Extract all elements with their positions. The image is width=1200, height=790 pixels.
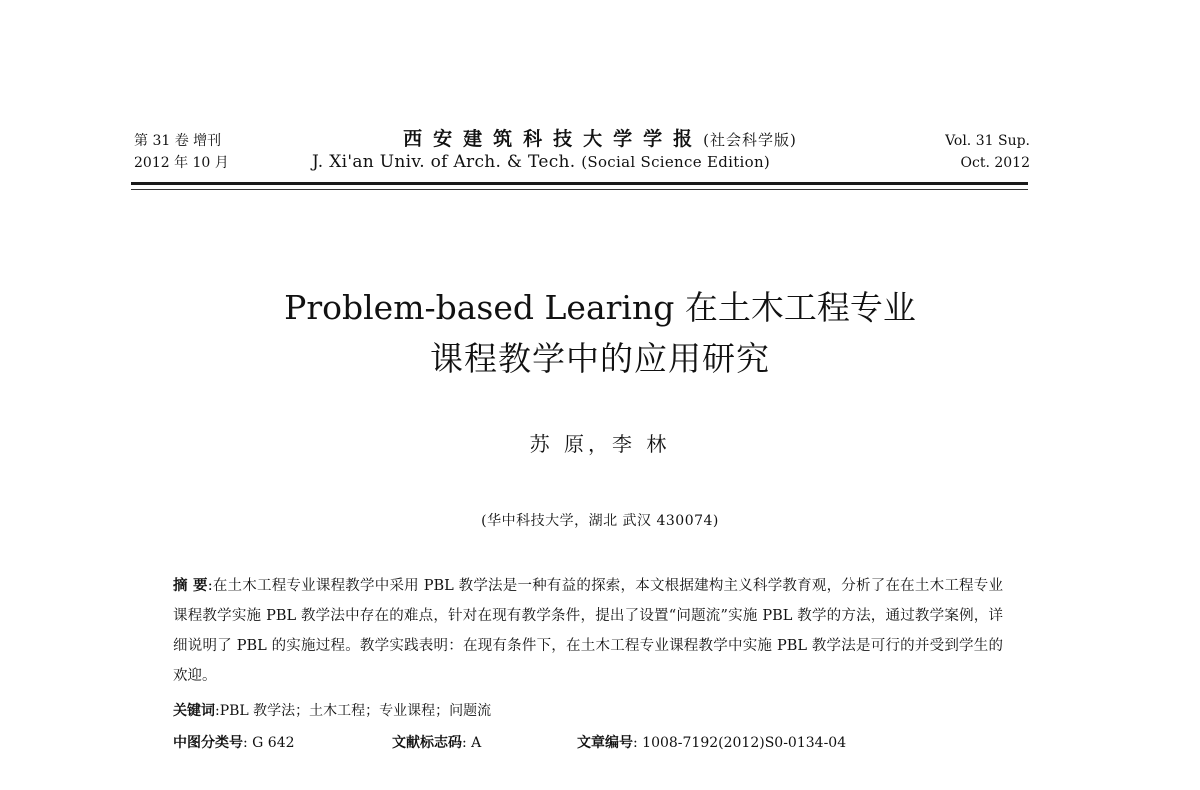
date-en: Oct. 2012 bbox=[960, 155, 1030, 171]
document-code bbox=[392, 732, 481, 752]
header-rule-thin bbox=[131, 189, 1028, 190]
article-title bbox=[0, 282, 1200, 384]
journal-title-en bbox=[312, 152, 770, 172]
clc-number bbox=[173, 732, 295, 752]
article-number-label: 文章编号 bbox=[577, 735, 633, 751]
article-title-line1: Problem-based Learing 在土木工程专业 bbox=[284, 288, 916, 327]
document-code-label: 文献标志码 bbox=[392, 735, 462, 751]
journal-name-cn: 西安建筑科技大学学报 bbox=[403, 128, 704, 150]
volume-en: Vol. 31 Sup. bbox=[945, 133, 1030, 149]
article-affiliation: (华中科技大学，湖北 武汉 430074) bbox=[481, 513, 719, 529]
clc-label: 中图分类号 bbox=[173, 735, 243, 751]
abstract-text: :在土木工程专业课程教学中采用 PBL 教学法是一种有益的探索，本文根据建构主义科学教育观，分析了在在土木工程专业课程教学实施 PBL 教学法中存在的难点，针对在现有教学条件，提出了设置“问题流”实施 PBL 教学的方法，通过教学案例，详细说明了 PBL 的实施过程。教学实践表明：在现有条件下，在土木工程专业课程教学中实施 PBL 教学法是可行的并受到学生的欢迎。 bbox=[173, 578, 1003, 684]
article-title-line2: 课程教学中的应用研究 bbox=[430, 339, 770, 378]
document-code-value: : A bbox=[462, 735, 482, 751]
journal-volume-info-en bbox=[920, 130, 1030, 174]
journal-edition-cn: (社会科学版) bbox=[703, 131, 797, 149]
abstract bbox=[173, 571, 1003, 691]
abstract-label: 摘 要 bbox=[173, 578, 208, 594]
journal-edition-en: (Social Science Edition) bbox=[581, 153, 771, 171]
keywords bbox=[173, 700, 491, 720]
journal-name-en: J. Xi'an Univ. of Arch. & Tech. bbox=[312, 152, 576, 172]
keywords-text: :PBL 教学法；土木工程；专业课程；问题流 bbox=[215, 703, 492, 719]
article-number bbox=[577, 732, 846, 752]
date-cn: 2012 年 10 月 bbox=[134, 155, 229, 171]
article-number-value: : 1008-7192(2012)S0-0134-04 bbox=[633, 735, 847, 751]
keywords-label: 关键词 bbox=[173, 703, 215, 719]
clc-value: : G 642 bbox=[243, 735, 295, 751]
header-rule-thick bbox=[131, 182, 1028, 185]
volume-cn: 第 31 卷 增刊 bbox=[134, 133, 222, 149]
article-authors: 苏 原，李 林 bbox=[529, 432, 671, 456]
